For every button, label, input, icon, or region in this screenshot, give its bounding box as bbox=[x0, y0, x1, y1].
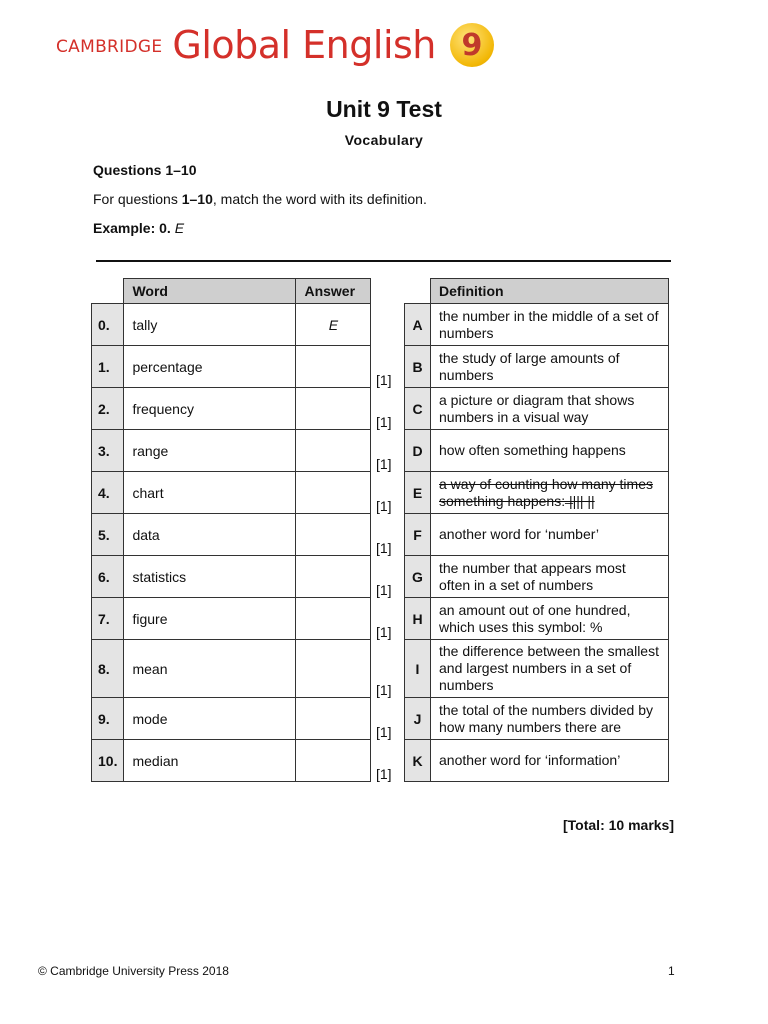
word-cell: percentage bbox=[124, 346, 296, 388]
definition-row bbox=[405, 740, 669, 782]
word-cell: frequency bbox=[124, 388, 296, 430]
word-row bbox=[92, 388, 371, 430]
definition-letter: A bbox=[405, 304, 431, 346]
question-number: 6. bbox=[92, 556, 124, 598]
question-number: 1. bbox=[92, 346, 124, 388]
definition-row bbox=[405, 698, 669, 740]
definition-letter: B bbox=[405, 346, 431, 388]
instruction-text bbox=[93, 191, 427, 207]
question-number: 4. bbox=[92, 472, 124, 514]
word-row bbox=[92, 304, 371, 346]
mark-label: [1] bbox=[376, 624, 392, 640]
definition-row bbox=[405, 346, 669, 388]
questions-heading: Questions 1–10 bbox=[93, 162, 197, 178]
word-row bbox=[92, 430, 371, 472]
definition-text: a way of counting how many times something happens: ̶|||| || bbox=[431, 472, 669, 514]
definition-row bbox=[405, 514, 669, 556]
example-answer: E bbox=[174, 220, 185, 236]
copyright-footer: © Cambridge University Press 2018 bbox=[38, 964, 229, 978]
definition-text: the difference between the smallest and largest numbers in a set of numbers bbox=[431, 640, 669, 698]
instruction-pre: For questions bbox=[93, 191, 182, 207]
definition-text: how often something happens bbox=[431, 430, 669, 472]
answer-cell[interactable] bbox=[296, 598, 371, 640]
definition-text: the total of the numbers divided by how many numbers there are bbox=[431, 698, 669, 740]
mark-label: [1] bbox=[376, 456, 392, 472]
level-badge: 9 bbox=[450, 23, 494, 67]
definition-text: the number in the middle of a set of numbers bbox=[431, 304, 669, 346]
instruction-post: , match the word with its definition. bbox=[212, 191, 427, 207]
word-row bbox=[92, 472, 371, 514]
answer-cell[interactable] bbox=[296, 740, 371, 782]
question-number: 8. bbox=[92, 640, 124, 698]
page-title: Unit 9 Test bbox=[326, 96, 442, 122]
definition-table-corner bbox=[405, 279, 431, 304]
definition-letter: K bbox=[405, 740, 431, 782]
word-table-corner bbox=[92, 279, 124, 304]
example-line bbox=[93, 220, 184, 236]
instruction-bold: 1–10 bbox=[181, 191, 213, 207]
question-number: 2. bbox=[92, 388, 124, 430]
question-number: 5. bbox=[92, 514, 124, 556]
answer-cell[interactable] bbox=[296, 640, 371, 698]
definition-row bbox=[405, 472, 669, 514]
definition-letter: E bbox=[405, 472, 431, 514]
definition-row bbox=[405, 640, 669, 698]
word-row bbox=[92, 640, 371, 698]
word-cell: mean bbox=[124, 640, 296, 698]
answer-cell[interactable] bbox=[296, 430, 371, 472]
word-row bbox=[92, 740, 371, 782]
definition-row bbox=[405, 304, 669, 346]
word-cell: figure bbox=[124, 598, 296, 640]
definition-row bbox=[405, 556, 669, 598]
mark-label: [1] bbox=[376, 724, 392, 740]
word-cell: range bbox=[124, 430, 296, 472]
mark-label: [1] bbox=[376, 372, 392, 388]
word-cell: median bbox=[124, 740, 296, 782]
word-cell: chart bbox=[124, 472, 296, 514]
mark-label: [1] bbox=[376, 540, 392, 556]
definition-letter: F bbox=[405, 514, 431, 556]
answer-cell[interactable] bbox=[296, 388, 371, 430]
brand-cambridge: CAMBRIDGE bbox=[56, 37, 163, 57]
answer-cell[interactable] bbox=[296, 698, 371, 740]
word-cell: statistics bbox=[124, 556, 296, 598]
mark-label: [1] bbox=[376, 414, 392, 430]
question-number: 7. bbox=[92, 598, 124, 640]
divider-rule bbox=[96, 260, 671, 262]
brand-global-english: Global English bbox=[172, 23, 436, 67]
word-row bbox=[92, 698, 371, 740]
word-header: Word bbox=[124, 279, 296, 304]
answer-cell[interactable]: E bbox=[296, 304, 371, 346]
example-label: Example: 0. bbox=[93, 220, 171, 236]
mark-label: [1] bbox=[376, 498, 392, 514]
answer-cell[interactable] bbox=[296, 514, 371, 556]
word-cell: data bbox=[124, 514, 296, 556]
definition-table bbox=[404, 278, 669, 782]
word-table bbox=[91, 278, 371, 782]
answer-cell[interactable] bbox=[296, 346, 371, 388]
definition-header: Definition bbox=[431, 279, 669, 304]
definition-text: the number that appears most often in a set of numbers bbox=[431, 556, 669, 598]
question-number: 3. bbox=[92, 430, 124, 472]
definition-letter: J bbox=[405, 698, 431, 740]
answer-cell[interactable] bbox=[296, 556, 371, 598]
word-row bbox=[92, 346, 371, 388]
mark-label: [1] bbox=[376, 766, 392, 782]
definition-letter: H bbox=[405, 598, 431, 640]
definition-letter: I bbox=[405, 640, 431, 698]
answer-header: Answer bbox=[296, 279, 371, 304]
word-row bbox=[92, 598, 371, 640]
definition-row bbox=[405, 598, 669, 640]
page-number: 1 bbox=[668, 964, 675, 978]
word-row bbox=[92, 514, 371, 556]
total-marks: [Total: 10 marks] bbox=[563, 817, 674, 833]
page-subtitle: Vocabulary bbox=[344, 132, 424, 148]
question-number: 9. bbox=[92, 698, 124, 740]
question-number: 0. bbox=[92, 304, 124, 346]
brand-header bbox=[56, 14, 576, 76]
answer-cell[interactable] bbox=[296, 472, 371, 514]
word-cell: tally bbox=[124, 304, 296, 346]
mark-label: [1] bbox=[376, 582, 392, 598]
question-number: 10. bbox=[92, 740, 124, 782]
definition-row bbox=[405, 430, 669, 472]
word-row bbox=[92, 556, 371, 598]
mark-label: [1] bbox=[376, 682, 392, 698]
definition-text: another word for ‘number’ bbox=[431, 514, 669, 556]
definition-letter: D bbox=[405, 430, 431, 472]
definition-letter: G bbox=[405, 556, 431, 598]
definition-text: the study of large amounts of numbers bbox=[431, 346, 669, 388]
definition-text: a picture or diagram that shows numbers in a visual way bbox=[431, 388, 669, 430]
definition-text: an amount out of one hundred, which uses this symbol: % bbox=[431, 598, 669, 640]
definition-letter: C bbox=[405, 388, 431, 430]
definition-text: another word for ‘information’ bbox=[431, 740, 669, 782]
word-cell: mode bbox=[124, 698, 296, 740]
definition-row bbox=[405, 388, 669, 430]
